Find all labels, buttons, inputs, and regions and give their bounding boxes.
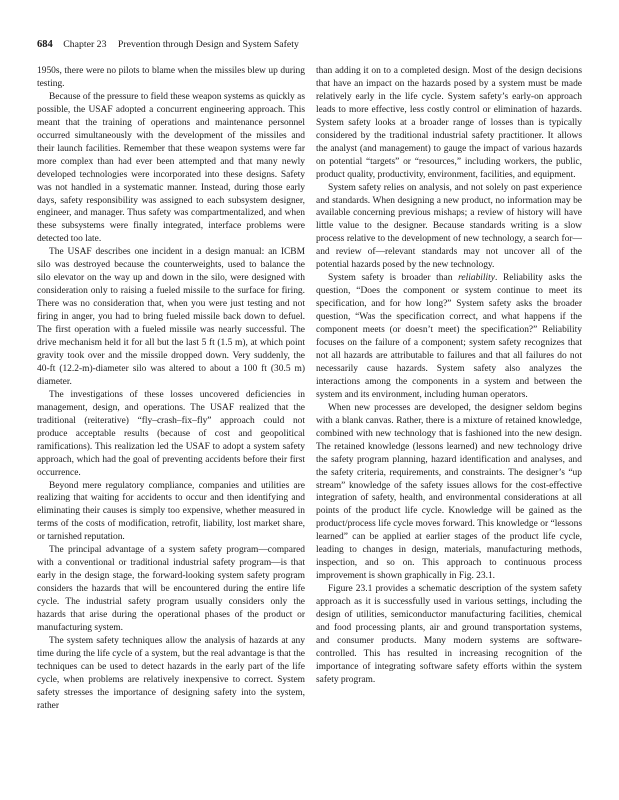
chapter-label: Chapter 23 [63, 39, 107, 50]
left-column [37, 65, 305, 713]
paragraph: The principal advantage of a system safety program—compared with a conventional or traditional industrial safety program—is that early in the design stage, the forward-looking system safety program considers the hazards that will be encountered during the entire life cycle. The industrial safety program usually considers only the hazards that arise during the operational phases of the product or manufacturing system. [37, 545, 305, 633]
paragraph: Beyond mere regulatory compliance, companies and utilities are realizing that waiting for accidents to occur and then identifying and eliminating their causes is simply too expensive, whether measured in terms of the costs of modification, retrofit, liability, lost market share, or tarnished reputation. [37, 480, 305, 543]
emphasis-reliability: reliability [458, 273, 495, 284]
right-column [316, 65, 582, 687]
chapter-title: Prevention through Design and System Safety [117, 39, 299, 50]
page-number: 684 [37, 39, 53, 50]
running-header [37, 39, 582, 53]
paragraph: System safety relies on analysis, and not solely on past experience and standards. When designing a new product, no information may be available concerning previous mishaps; a review of history will have little value to the designer. Because standards writing is a slow process relative to the development of new technology, a search for—and review of—relevant standards may not uncover all of the potential hazards posed by the new technology. [316, 182, 582, 271]
paragraph [316, 272, 582, 402]
paragraph: The USAF describes one incident in a design manual: an ICBM silo was destroyed because the counterweights, used to balance the silo elevator on the way up and down in the silo, were designed with consideration only to raising a fueled missile to the surface for firing. There was no consideration that, when you were just testing and not firing in anger, you had to bring fueled missile back down to defuel. The first operation with a fueled missile was nearly successful. The drive mechanism held it for all but the last 5 ft (1.5 m), at which point gravity took over and the missile dropped down. Very suddenly, the 40-ft (12.2-m)-diameter silo was altered to about a 100 ft (30.5 m) diameter. [37, 247, 305, 387]
paragraph: When new processes are developed, the designer seldom begins with a blank canvas. Rather, there is a mixture of retained knowledge, combined with new technology that is fashioned into the new design. The retained knowledge (lessons learned) and new technology drive the safety program planning, hazard identification and analyses, and the safety criteria, requirements, and constraints. The designer’s “up stream” knowledge of the safety issues allows for the cost-effective integration of safety, health, and environmental considerations at all points of the product life cycle. Knowledge will be gained as the product/process life cycle moves forward. This knowledge or “lessons learned” can be applied at earlier stages of the product life cycle, leading to changes in design, materials, manufacturing methods, inspection, and so on. This approach to continuous process improvement is shown graphically in Fig. 23.1. [316, 402, 582, 582]
text-run: . Reliability asks the question, “Does the component or system continue to meet its specification, and for how long?” System safety asks the broader question, “Was the specification correct, and what happens if the component meets (or doesn’t meet) the specification?” Reliability focuses on the failure of a component; system safety recognizes that not all hazards are attributable to failures and that all failures do not necessarily cause hazards. System safety also analyzes the interactions among the components in a system and between the system and its environment, including human operators. [316, 273, 582, 400]
paragraph: than adding it on to a completed design. Most of the design decisions that have an impact on the hazards posed by a system must be made relatively early in the life cycle. System safety’s early-on approach leads to more effective, less costly control or elimination of hazards. System safety looks at a broader range of losses than is typically considered by the traditional industrial safety practitioner. It allows the analyst (and management) to gauge the impact of various hazards on potential “targets” or “resources,” including workers, the public, product quality, productivity, environment, facilities, and equipment. [316, 66, 582, 180]
paragraph: The investigations of these losses uncovered deficiencies in management, design, and operations. The USAF realized that the traditional (reiterative) “fly–crash–fix–fly” approach could not produce acceptable results (because of cost and geopolitical ramifications). This realization led the USAF to adopt a system safety approach, which had the goal of preventing accidents before their first occurrence. [37, 389, 305, 478]
paragraph: The system safety techniques allow the analysis of hazards at any time during the life cycle of a system, but the real advantage is that the techniques can be used to detect hazards in the early part of the life cycle, when problems are relatively inexpensive to correct. System safety stresses the importance of designing safety into the system, rather [37, 635, 305, 711]
paragraph: Because of the pressure to field these weapon systems as quickly as possible, the USAF adopted a concurrent engineering approach. This meant that the training of operations and maintenance personnel occurred simultaneously with the development of the missiles and their launch facilities. Remember that these weapon systems were far more complex than had ever been attempted and that many newly developed technologies were incorporated into these designs. Safety was not handled in a systematic manner. Instead, during those early days, safety responsibility was assigned to each subsystem designer, engineer, and manager. Thus safety was compartmentalized, and when these subsystems were finally integrated, interface problems were detected too late. [37, 91, 305, 245]
text-run: System safety is broader than [328, 273, 459, 284]
paragraph: 1950s, there were no pilots to blame when the missiles blew up during testing. [37, 66, 305, 89]
paragraph: Figure 23.1 provides a schematic description of the system safety approach as it is successfully used in various settings, including the design of utilities, semiconductor manufacturing facilities, chemical and food processing plants, air and ground transportation systems, and consumer products. Many modern systems are software-controlled. This has resulted in increasing recognition of the importance of integrating software safety efforts within the system safety program. [316, 584, 582, 685]
